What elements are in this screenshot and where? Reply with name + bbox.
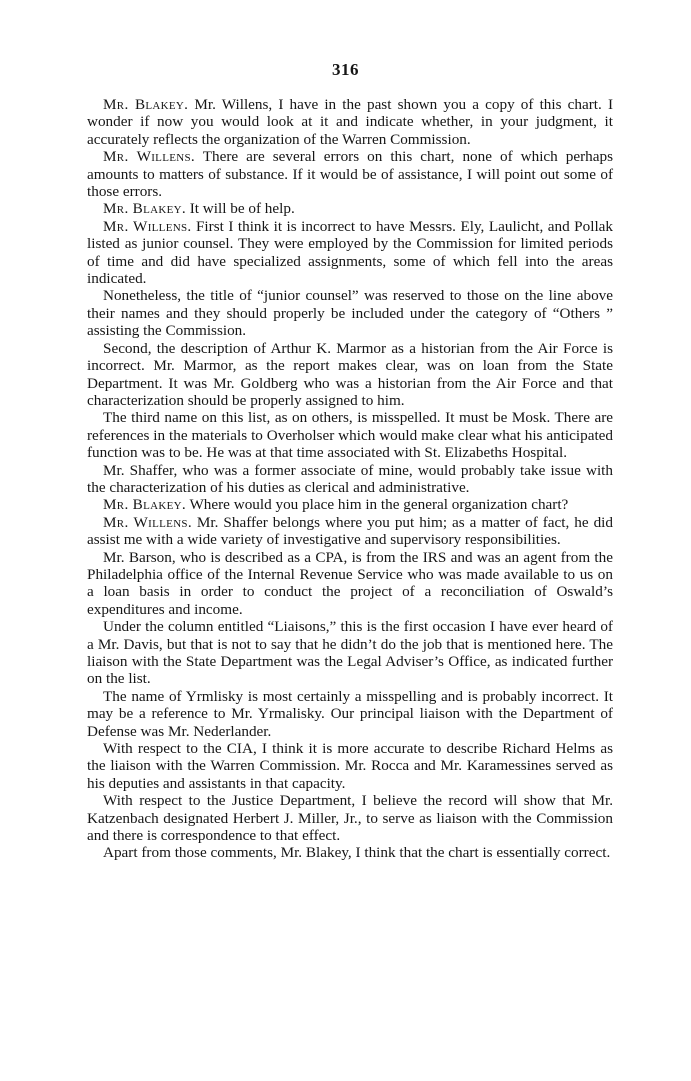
speaker-label: Mr. Willens. bbox=[103, 148, 195, 166]
paragraph-text: Mr. Barson, who is described as a CPA, is from the IRS and was an agent from the Philadelphia office of the Internal Revenue Service who was made available to us on a loan basis in order to conduct the project of a reconciliation of Oswald’s expenditures and income. bbox=[87, 548, 613, 618]
speaker-label: Mr. Willens. bbox=[103, 513, 192, 531]
paragraph-6 bbox=[87, 340, 613, 410]
paragraph-8 bbox=[87, 462, 613, 497]
page-number: 316 bbox=[332, 60, 359, 79]
paragraph-12 bbox=[87, 618, 613, 688]
paragraph-2 bbox=[87, 148, 613, 200]
paragraph-3 bbox=[87, 200, 613, 217]
paragraph-text: First I think it is incorrect to have Messrs. Ely, Laulicht, and Pollak listed as junior counsel. They were employed by the Commission for limited periods of time and did have specialized assignments, some of which fell into the areas indicated. bbox=[87, 217, 613, 288]
paragraph-9 bbox=[87, 496, 613, 513]
paragraph-text: It will be of help. bbox=[185, 200, 295, 218]
speaker-label: Mr. Blakey. bbox=[103, 200, 186, 218]
paragraph-text: The third name on this list, as on others, is misspelled. It must be Mosk. There are references in the materials to Overholser which would make clear what his anticipated function was to be. He was at that time associated with St. Elizabeths Hospital. bbox=[87, 409, 613, 462]
speaker-label: Mr. Willens. bbox=[103, 217, 192, 235]
paragraph-text: Where would you place him in the general organization chart? bbox=[185, 496, 569, 514]
testimony-body bbox=[87, 96, 613, 862]
paragraph-10 bbox=[87, 514, 613, 549]
paragraph-5 bbox=[87, 287, 613, 339]
paragraph-text: With respect to the CIA, I think it is more accurate to describe Richard Helms as the liaison with the Warren Commission. Mr. Rocca and Mr. Karamessines served as his deputies and assistants in that capacity. bbox=[87, 740, 613, 792]
paragraph-16 bbox=[87, 844, 613, 861]
speaker-label: Mr. Blakey. bbox=[103, 496, 186, 514]
paragraph-text: With respect to the Justice Department, I believe the record will show that Mr. Katzenbach designated Herbert J. Miller, Jr., to serve as liaison with the Commission and there is correspondence to that effect. bbox=[87, 792, 613, 845]
paragraph-text: Apart from those comments, Mr. Blakey, I think that the chart is essentially correct. bbox=[103, 844, 611, 862]
paragraph-text: Mr. Willens, I have in the past shown you a copy of this chart. I wonder if now you would look at it and indicate whether, in your judgment, it accurately reflects the organization of the Warren Commission. bbox=[87, 96, 613, 148]
paragraph-11 bbox=[87, 549, 613, 619]
paragraph-text: Second, the description of Arthur K. Marmor as a historian from the Air Force is incorrect. Mr. Marmor, as the report makes clear, was on loan from the State Department. It was Mr. Goldberg who was a historian from the Air Force and that characterization should be properly assigned to him. bbox=[87, 339, 613, 409]
paragraph-15 bbox=[87, 792, 613, 844]
speaker-label: Mr. Blakey. bbox=[103, 96, 189, 113]
paragraph-14 bbox=[87, 740, 613, 792]
paragraph-text: There are several errors on this chart, none of which perhaps amounts to matters of substance. If it would be of assistance, I will point out some of those errors. bbox=[87, 148, 613, 201]
paragraph-text: The name of Yrmlisky is most certainly a misspelling and is probably incorrect. It may be a reference to Mr. Yrmalisky. Our principal liaison with the Department of Defense was Mr. Nederlander. bbox=[87, 687, 613, 740]
paragraph-text: Nonetheless, the title of “junior counsel” was reserved to those on the line above their names and they should properly be included under the category of “Others ” assisting the Commission. bbox=[87, 287, 613, 340]
paragraph-text: Mr. Shaffer, who was a former associate of mine, would probably take issue with the characterization of his duties as clerical and administrative. bbox=[87, 461, 613, 496]
paragraph-7 bbox=[87, 409, 613, 461]
paragraph-1 bbox=[87, 96, 613, 148]
paragraph-text: Under the column entitled “Liaisons,” this is the first occasion I have ever heard of a Mr. Davis, but that is not to say that he didn’t do the job that is mentioned here. The liaison with the State Department was the Legal Adviser’s Office, as indicated further on the list. bbox=[87, 618, 613, 688]
paragraph-13 bbox=[87, 688, 613, 740]
paragraph-text: Mr. Shaffer belongs where you put him; as a matter of fact, he did assist me with a wide variety of investigative and supervisory responsibilities. bbox=[87, 513, 613, 549]
paragraph-4 bbox=[87, 218, 613, 288]
